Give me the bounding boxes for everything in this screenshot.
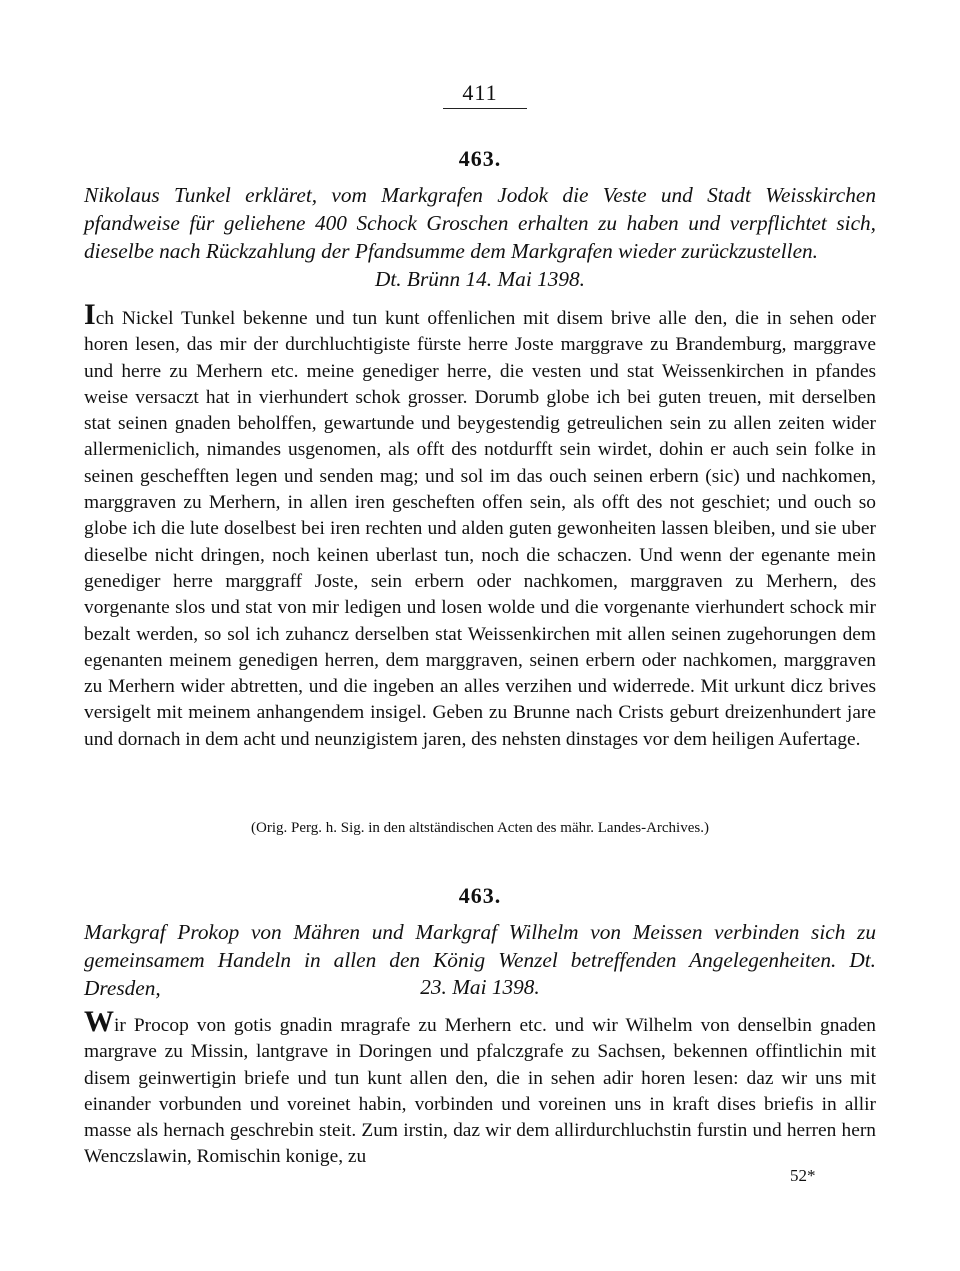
- document-number: 463.: [458, 883, 502, 908]
- document-date-line: Dt. Brünn 14. Mai 1398.: [374, 267, 585, 291]
- document-date-line: 23. Mai 1398.: [420, 975, 540, 999]
- page-number-rule: [443, 108, 527, 109]
- signature-mark: 52*: [790, 1166, 816, 1185]
- source-note: (Orig. Perg. h. Sig. in den altständischen Acten des mähr. Landes-Archives.): [251, 820, 709, 836]
- document-body-text: ch Nickel Tunkel bekenne und tun kunt offenlichen mit disem brive alle den, die in sehen oder horen lesen, das mir der durchluchtigiste fürste herre Joste marggrave zu Brandemburg, marggrave und herre zu Merhern etc. meine genediger herre, die vesten und stat Weissenkirchen in pfandes weise versaczt hat in vierhundert schok grosser. Dorumb globe ich bei guten treuen, mit derselben stat seinen gnaden beholffen, gewartunde und beygestendig getreulichen sein zu allen zeiten wider allermeniclich, nimandes usgenomen, als offt des notdurfft sein wirdet, dohin er auch sein folke in seinen geschefften legen und senden mag; und sol im das ouch seinen erbern (sic) und nachkomen, marggraven zu Merhern, in allen iren gescheften offen sein, als offt des not geschiet; und ouch so globe ich die lute doselbest bei iren rechten und alden guten gewonheiten lassen bleiben, und sie uber dieselbe nicht dringen, noch keinen uberlast tun, noch die schaczen. Und wenn der egenante mein genediger herre marggraff Joste, sein erbern oder nachkomen, marggraven zu Merhern, des vorgenante slos und stat von mir ledigen und losen wolde und die vorgenante vierhundert schock mir bezalt werden, so sol ich zuhancz derselben stat Weissenkirchen mit allen seinen zugehorungen dem egenanten meinem genedigen herren, dem marggraven, seinen erbern oder nachkomen, marggraven zu Merhern wider abtretten, und die ingeben an alles verzihen und widerrede. Mit urkunt dicz brives versigelt mit meinem anhangendem insigel. Geben zu Brunne nach Crists geburt dreizenhundert jare und dornach in dem acht und neunzigistem jaren, des nehsten dinstages vor dem heiligen Aufertage.: [84, 308, 876, 750]
- drop-initial: W: [84, 1005, 114, 1038]
- document-body: [84, 1005, 876, 1171]
- drop-initial: I: [84, 298, 96, 331]
- document-number: 463.: [458, 146, 502, 171]
- document-summary: Markgraf Prokop von Mähren und Markgraf Wilhelm von Meissen verbinden sich zu gemeinsamem Handeln in allen den König Wenzel betreffenden Angelegenheiten. Dt. Dresden,: [84, 920, 876, 1000]
- document-body-text: ir Procop von gotis gnadin mragrafe zu Merhern etc. und wir Wilhelm von denselbin gnaden margrave zu Missin, lantgrave in Doringen und pfalczgrafe zu Sachsen, bekennen offintlichin mit disem geinwertigin briefe und tun kunt allen den, die in sehen adir horen lesen: daz wir uns mit einander vorbunden und voreinet habin, vorbinden und voreinen uns in kraft dises briefis in allir masse als hernach geschrebin steit. Zum irstin, daz wir dem allirdurchluchstin furstin und herren hern Wenczslawin, Romischin konige, zu: [84, 1015, 876, 1168]
- page-number: 411: [462, 80, 498, 105]
- document-body: [84, 298, 876, 753]
- document-summary: Nikolaus Tunkel erkläret, vom Markgrafen Jodok die Veste und Stadt Weisskirchen pfandweise für geliehene 400 Schock Groschen erhalten zu haben und verpflichtet sich, dieselbe nach Rückzahlung der Pfandsumme dem Markgrafen wieder zurückzustellen.: [84, 183, 876, 263]
